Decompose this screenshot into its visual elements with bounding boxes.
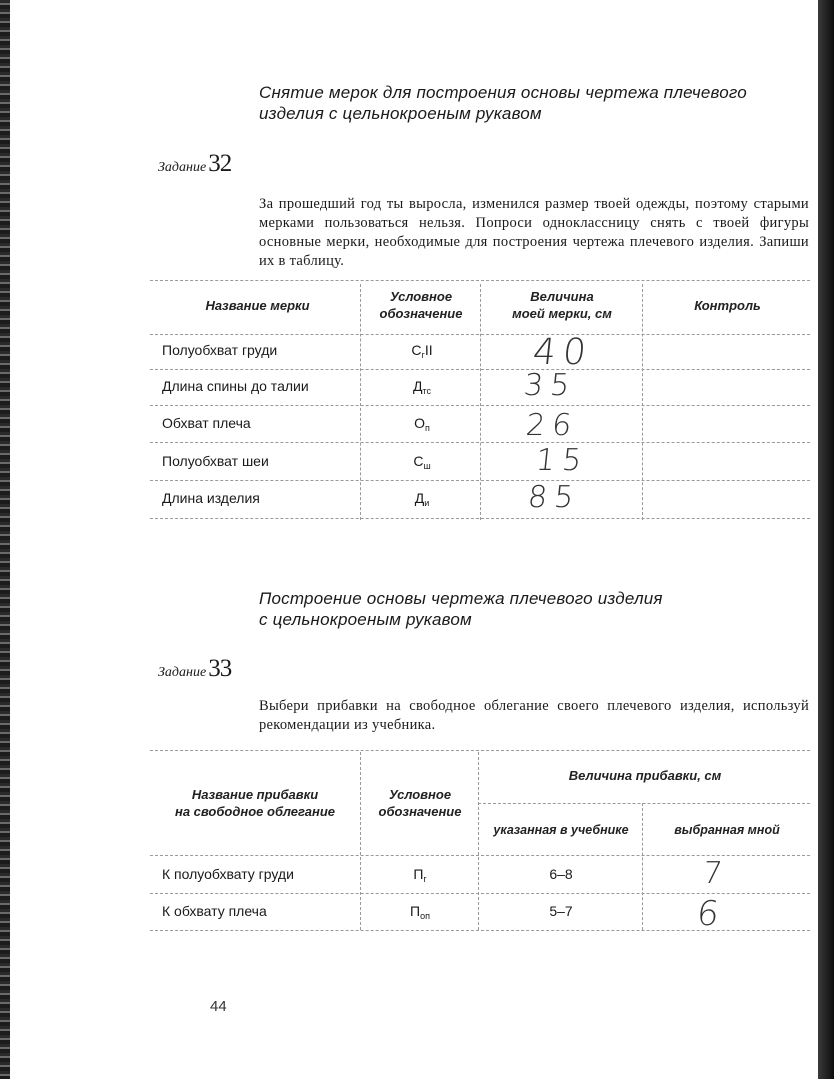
row-2-handwritten-value: 35 bbox=[522, 368, 579, 403]
row-3-handwritten-value: 26 bbox=[524, 408, 581, 443]
section-2-title-line-1: Построение основы чертежа плечевого изделия bbox=[259, 589, 663, 608]
header-my-value-line-2: моей мерки, см bbox=[512, 306, 612, 321]
header-symbol bbox=[362, 288, 480, 322]
header-control: Контроль bbox=[694, 298, 761, 313]
allowance-row-2-textbook: 5–7 bbox=[549, 903, 573, 919]
scan-binding-edge bbox=[0, 0, 10, 1079]
symbol-part: С bbox=[411, 342, 422, 358]
table-rule bbox=[150, 334, 810, 335]
table-rule bbox=[150, 442, 810, 443]
table-rule bbox=[478, 752, 479, 930]
header-my-value-line-1: Величина bbox=[530, 289, 594, 304]
table-rule bbox=[360, 284, 361, 520]
row-4-name: Полуобхват шеи bbox=[162, 453, 269, 469]
header-symbol-line-2: обозначение bbox=[379, 306, 463, 321]
row-5-handwritten-value: 85 bbox=[526, 480, 583, 515]
section-2-title-line-2: с цельнокроеным рукавом bbox=[259, 610, 472, 629]
scan-right-edge bbox=[818, 0, 834, 1079]
header-allowance-name-line-2: на свободное облегание bbox=[174, 804, 336, 819]
row-1-name: Полуобхват груди bbox=[162, 342, 278, 358]
task-32-label bbox=[158, 150, 231, 178]
row-2-symbol bbox=[392, 378, 452, 396]
symbol-part: Д bbox=[414, 490, 425, 506]
task-33-text: Выбери прибавки на свободное облегание своего плечевого изделия, используй рекомендации из учебника. bbox=[259, 698, 809, 733]
table-rule bbox=[150, 405, 810, 406]
symbol-part: Д bbox=[412, 378, 423, 394]
symbol-part: оп bbox=[420, 911, 430, 921]
header-allowance-value-group: Величина прибавки, см bbox=[568, 768, 722, 783]
symbol-part: г bbox=[421, 350, 425, 360]
task-32-word: Задание bbox=[158, 160, 207, 175]
task-33-number: 33 bbox=[208, 655, 232, 682]
header-allowance-symbol bbox=[362, 786, 478, 820]
table-rule bbox=[150, 750, 810, 751]
symbol-part: О bbox=[414, 415, 425, 431]
symbol-part: п bbox=[425, 423, 430, 433]
symbol-part: С bbox=[413, 453, 424, 469]
allowance-row-1-chosen-handwritten: 7 bbox=[701, 856, 731, 891]
table-rule bbox=[360, 752, 361, 930]
row-1-handwritten-value: 40 bbox=[530, 332, 595, 373]
row-1-symbol bbox=[392, 342, 452, 360]
header-allowance-name bbox=[155, 786, 355, 820]
header-measure-name: Название мерки bbox=[205, 298, 310, 313]
table-rule bbox=[150, 369, 810, 370]
allowance-row-2-chosen-handwritten: 6 bbox=[694, 894, 728, 934]
table-rule bbox=[150, 480, 810, 481]
allowance-row-2-symbol bbox=[390, 903, 450, 921]
symbol-part: ш bbox=[423, 461, 431, 471]
header-symbol-line-1: Условное bbox=[389, 289, 453, 304]
table-rule bbox=[150, 280, 810, 281]
header-allowance-symbol-line-1: Условное bbox=[388, 787, 452, 802]
symbol-part: тс bbox=[422, 386, 431, 396]
allowance-row-1-name: К полуобхвату груди bbox=[162, 866, 294, 882]
allowance-row-1-symbol bbox=[390, 866, 450, 884]
symbol-part: и bbox=[424, 498, 430, 508]
task-33-word: Задание bbox=[158, 665, 207, 680]
task-32-number: 32 bbox=[208, 150, 232, 177]
header-chosen: выбранная мной bbox=[674, 823, 780, 837]
row-3-name: Обхват плеча bbox=[162, 415, 251, 431]
task-32-text: За прошедший год ты выросла, изменился размер твоей одежды, поэтому старыми мерками пользоваться нельзя. Попроси одноклассницу снять с твоей фигуры основные мерки, необходимые для построения чертежа плечевого изделия. Запиши их в таблицу. bbox=[259, 196, 809, 269]
table-rule bbox=[480, 284, 481, 520]
section-1-title-line-1: Снятие мерок для построения основы чертежа плечевого bbox=[259, 83, 747, 102]
allowance-row-1-textbook: 6–8 bbox=[549, 866, 573, 882]
row-5-name: Длина изделия bbox=[162, 490, 260, 506]
header-my-value bbox=[482, 288, 642, 322]
row-5-symbol bbox=[392, 490, 452, 508]
table-rule bbox=[642, 284, 643, 520]
row-4-symbol bbox=[392, 453, 452, 471]
row-2-name: Длина спины до талии bbox=[162, 378, 309, 394]
row-3-symbol bbox=[392, 415, 452, 433]
allowance-row-2-name: К обхвату плеча bbox=[162, 903, 267, 919]
table-rule bbox=[150, 518, 810, 519]
symbol-part: П bbox=[410, 903, 421, 919]
symbol-part: г bbox=[423, 874, 427, 884]
page-number: 44 bbox=[210, 998, 227, 1015]
section-1-title bbox=[259, 82, 747, 124]
symbol-part: II bbox=[424, 342, 433, 358]
symbol-part: П bbox=[413, 866, 424, 882]
table-rule bbox=[642, 803, 643, 930]
header-allowance-symbol-line-2: обозначение bbox=[378, 804, 462, 819]
section-2-title bbox=[259, 588, 663, 630]
row-4-handwritten-value: 15 bbox=[534, 443, 591, 478]
section-1-title-line-2: изделия с цельнокроеным рукавом bbox=[259, 104, 542, 123]
header-textbook: указанная в учебнике bbox=[493, 823, 629, 837]
table-rule bbox=[478, 803, 810, 804]
task-33-label bbox=[158, 655, 231, 683]
header-allowance-name-line-1: Название прибавки bbox=[191, 787, 319, 802]
